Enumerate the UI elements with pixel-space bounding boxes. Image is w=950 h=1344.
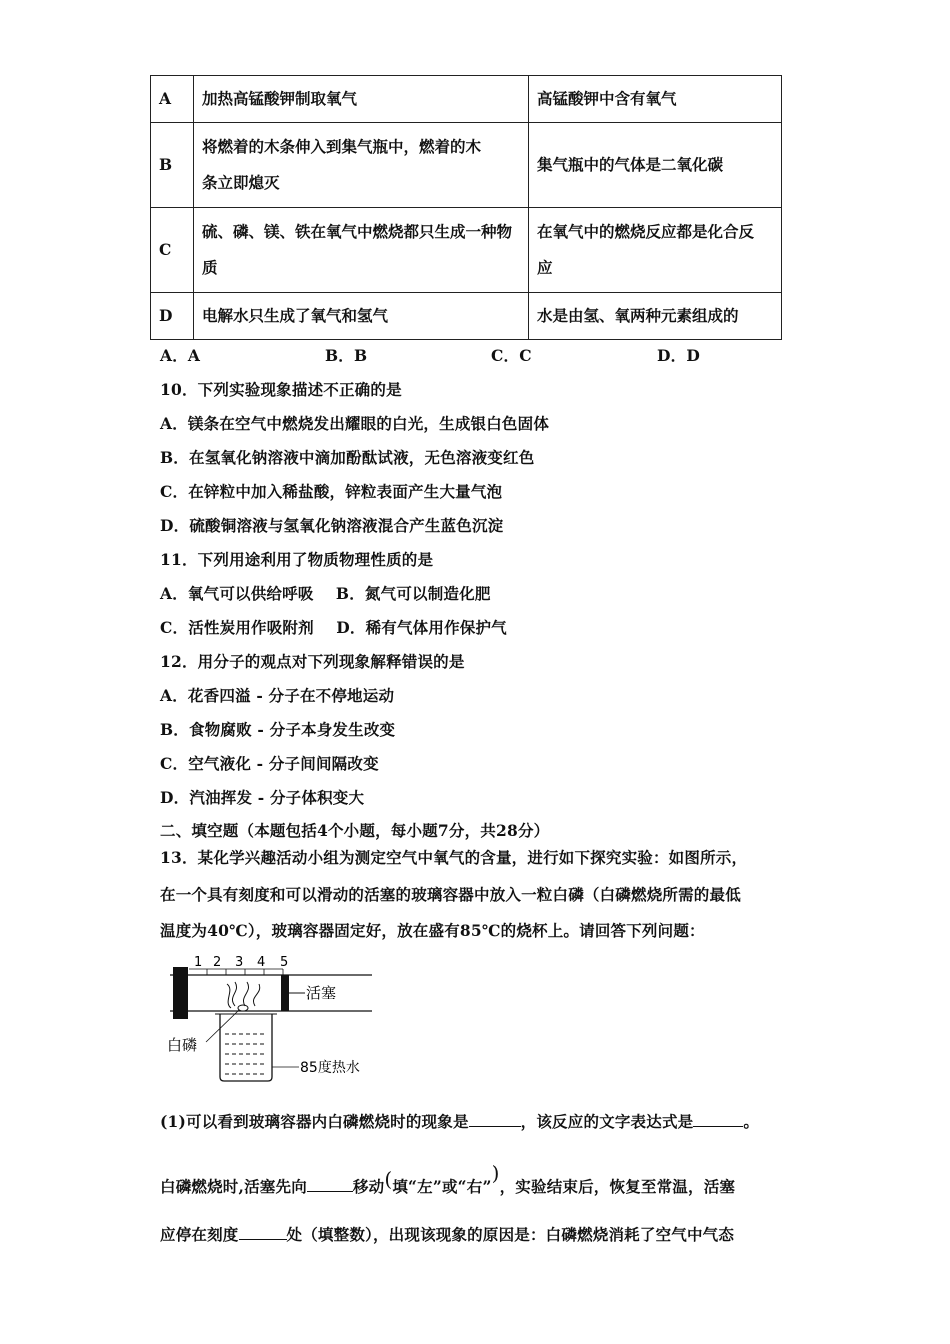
q13-part-3 (160, 1223, 734, 1245)
white-phosphorus (238, 1005, 248, 1011)
table-row (151, 123, 782, 208)
q12-option-a: A．花香四溢 - 分子在不停地运动 (160, 686, 395, 705)
cell-line: 将燃着的木条伸入到集气瓶中，燃着的木 (202, 137, 482, 156)
table-row (151, 208, 782, 293)
question-11-stem: 11．下列用途利用了物质物理性质的是 (160, 550, 434, 569)
q11-options-line-1: A．氧气可以供给呼吸 B．氮气可以制造化肥 (160, 584, 491, 603)
scale-label: 4 (257, 955, 266, 970)
q10-option-a: A．镁条在空气中燃烧发出耀眼的白光，生成银白色固体 (160, 414, 550, 433)
row-key: C (151, 208, 194, 293)
scale-label: 1 (194, 955, 203, 970)
answer-blank-phenomenon[interactable] (469, 1112, 521, 1127)
q10-option-d: D．硫酸铜溶液与氢氧化钠溶液混合产生蓝色沉淀 (160, 516, 504, 535)
question-13-line-1: 13．某化学兴趣活动小组为测定空气中氧气的含量，进行如下探究实验：如图所示， (160, 848, 748, 867)
q12-option-c: C．空气液化 - 分子间间隔改变 (160, 754, 379, 773)
combustion-smoke (227, 982, 260, 1008)
question-13-line-2: 在一个具有刻度和可以滑动的活塞的玻璃容器中放入一粒白磷（白磷燃烧所需的最低 (160, 885, 741, 904)
experiment-cell (194, 208, 529, 293)
experiment-cell: 加热高锰酸钾制取氧气 (194, 76, 529, 123)
table-row (151, 76, 782, 123)
scale-label: 5 (280, 955, 289, 970)
option-a: A．A (160, 346, 201, 365)
option-d: D．D (657, 346, 700, 365)
question-12-stem: 12．用分子的观点对下列现象解释错误的是 (160, 652, 465, 671)
cell-line: 在氧气中的燃烧反应都是化合反 (537, 222, 755, 241)
q13-part-3-text-a: 应停在刻度 (160, 1225, 239, 1244)
q13-part-2-text-d: ，实验结束后，恢复至常温，活塞 (499, 1177, 736, 1196)
q13-part-1-text-a: (1)可以看到玻璃容器内白磷燃烧时的现象是 (160, 1112, 469, 1131)
q13-part-2 (160, 1161, 736, 1197)
scale-label: 2 (213, 955, 222, 970)
answer-blank-scale[interactable] (239, 1225, 287, 1240)
experiment-cell: 电解水只生成了氧气和氢气 (194, 293, 529, 340)
cell-line: 条立即熄灭 (202, 173, 280, 192)
experiment-figure (165, 950, 380, 1085)
close-paren: ) (491, 1161, 500, 1185)
answer-blank-direction[interactable] (307, 1177, 353, 1192)
phosphorus-label: 白磷 (167, 1036, 198, 1054)
question-9-table (150, 75, 782, 340)
answer-blank-equation[interactable] (693, 1112, 743, 1127)
q13-part-2-hint: 填“左”或“右” (392, 1177, 492, 1196)
row-key: A (151, 76, 194, 123)
hot-water (225, 1034, 267, 1074)
q10-option-b: B．在氢氧化钠溶液中滴加酚酞试液，无色溶液变红色 (160, 448, 535, 467)
section-heading: 二、填空题（本题包括4个小题，每小题7分，共28分） (160, 821, 550, 840)
cell-line: 应 (537, 258, 553, 277)
row-key: B (151, 123, 194, 208)
scale-label: 3 (235, 955, 244, 970)
row-key: D (151, 293, 194, 340)
q12-option-d: D．汽油挥发 - 分子体积变大 (160, 788, 365, 807)
cell-line: 质 (202, 258, 218, 277)
question-13-line-3: 温度为40℃），玻璃容器固定好，放在盛有85℃的烧杯上。请回答下列问题： (160, 921, 705, 940)
conclusion-cell: 水是由氢、氧两种元素组成的 (529, 293, 782, 340)
q11-options-line-2: C．活性炭用作吸附剂 D．稀有气体用作保护气 (160, 618, 507, 637)
beaker (220, 1014, 272, 1081)
container-closed-end (173, 967, 188, 1019)
q13-part-2-text-b: 移动 (352, 1177, 385, 1196)
open-paren: ( (384, 1167, 393, 1191)
q13-part-1 (160, 1110, 759, 1132)
cell-line: 硫、磷、镁、铁在氧气中燃烧都只生成一种物 (202, 222, 513, 241)
conclusion-cell (529, 208, 782, 293)
option-b: B．B (325, 346, 368, 365)
piston (281, 975, 289, 1011)
water-label: 85度热水 (300, 1060, 360, 1076)
conclusion-cell: 集气瓶中的气体是二氧化碳 (529, 123, 782, 208)
piston-label: 活塞 (306, 984, 337, 1002)
question-10-stem: 10．下列实验现象描述不正确的是 (160, 380, 402, 399)
conclusion-cell: 高锰酸钾中含有氧气 (529, 76, 782, 123)
q10-option-c: C．在锌粒中加入稀盐酸，锌粒表面产生大量气泡 (160, 482, 503, 501)
q13-part-3-text-b: 处（填整数），出现该现象的原因是：白磷燃烧消耗了空气中气态 (286, 1225, 735, 1244)
q13-part-1-text-c: 。 (743, 1112, 760, 1131)
experiment-cell (194, 123, 529, 208)
q12-option-b: B．食物腐败 - 分子本身发生改变 (160, 720, 396, 739)
table-row (151, 293, 782, 340)
q13-part-1-text-b: ，该反应的文字表达式是 (520, 1112, 694, 1131)
option-c: C．C (491, 346, 532, 365)
q13-part-2-text-a: 白磷燃烧时,活塞先向 (160, 1177, 307, 1196)
